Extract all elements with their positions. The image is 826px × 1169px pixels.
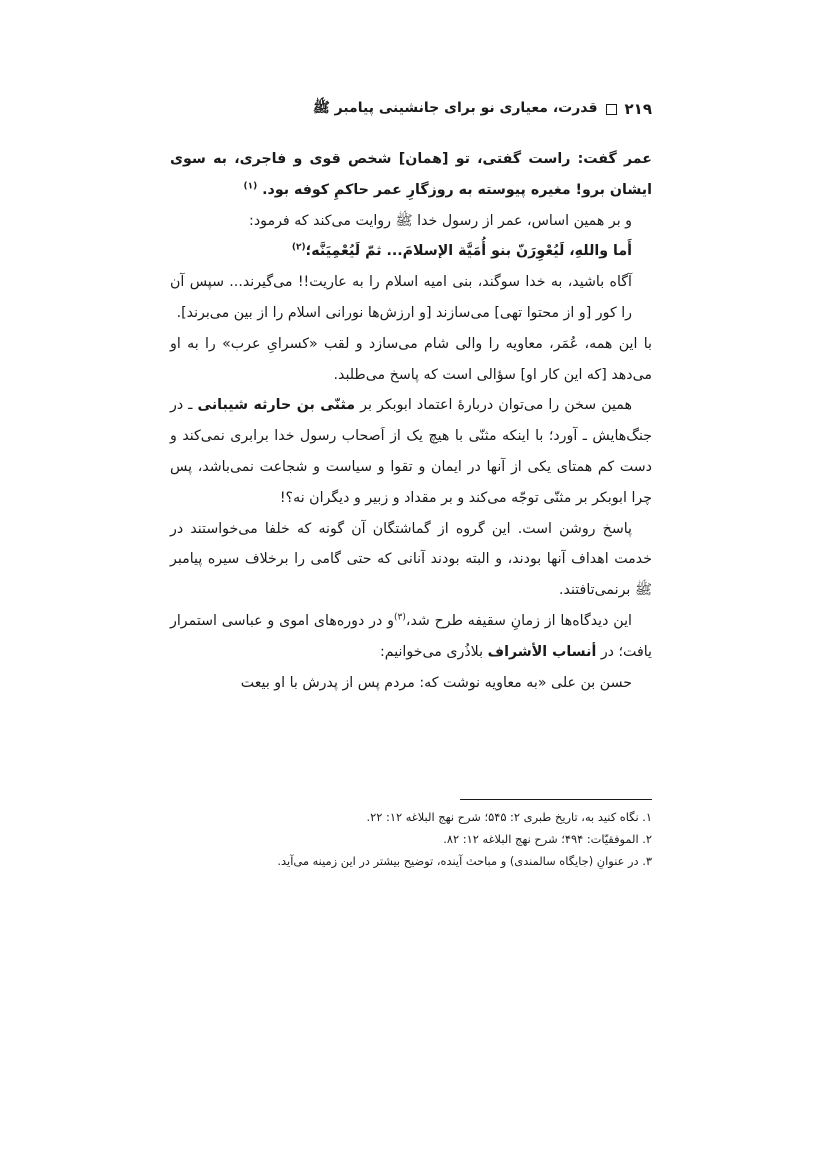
footnote-ref-1: (۱): [243, 181, 258, 192]
muthanna-name: مثنّی بن حارثه شیبانی: [197, 397, 356, 414]
arabic-hadith-quote: أَما واللهِ، لَيُعْوِرَنّ بنو أُمَيَّة الإسلامَ... ثمّ لَيُعْمِيَنَّه؛$^{(۲)}$: [291, 242, 632, 260]
running-header-title: قدرت، معیاری نو برای جانشینی پیامبر ﷺ: [312, 100, 598, 116]
book-title-ansab: أنساب الأشراف: [487, 643, 597, 660]
paragraph-narration-intro: و بر همین اساس، عمر از رسول خدا ﷺ روایت می‌کند که فرمود:: [249, 212, 632, 229]
footnote-ref-2: (۲): [291, 242, 306, 253]
running-header: [170, 96, 652, 122]
paragraph-answer: پاسخ روشن است. این گروه از گماشتگان آن گونه که خلفا می‌خواستند در خدمت اهداف آنها بودند، و البته بودند آنانی که حتی گامی را برخلاف سیره پیامبر ﷺ برنمی‌تافتند.: [170, 520, 652, 599]
paragraph-hasan-letter: حسن بن علی «به معاویه نوشت که: مردم پس از پدرش با او بیعت: [240, 674, 632, 691]
footnote-2: ۲. الموفقیّات: ۴۹۴؛ شرح نهج البلاغه ۱۲: ۸۲.: [443, 832, 652, 846]
footnote-ref-3: (۳): [394, 612, 406, 623]
paragraph-umar-reply: عمر گفت: راست گفتی، تو [همان] شخص قوی و فاجری، به سوی ایشان برو! مغیره پیوسته به روزگارِ عمر حاکمِ کوفه بود. $^{(۱)}$: [170, 151, 652, 198]
hadith-translation: آگاه باشید، به خدا سوگند، بنی امیه اسلام را به عاریت!! می‌گیرند... سپس آن را کور [و از محتوا تهی] می‌سازند [و ارزش‌ها نورانی اسلام را از بین می‌برند].: [170, 274, 632, 321]
page-number: ۲۱۹: [624, 100, 652, 118]
main-text: [170, 144, 652, 698]
footnote-divider: [460, 799, 652, 800]
footnote-3: ۳. در عنوانِ (جایگاه سالمندی) و مباحث آینده، توضیح بیشتر در این زمینه می‌آید.: [277, 854, 652, 868]
footnote-1: ۱. نگاه کنید به، تاریخ طبری ۲: ۵۴۵؛ شرح نهج البلاغه ۱۲: ۲۲.: [366, 810, 652, 824]
square-icon: [606, 104, 617, 115]
paragraph-muawiya: با این همه، عُمَر، معاویه را والی شام می‌سازد و لقب «کسرایِ عرب» را به او می‌دهد [که این کار او] سؤالی است که پاسخ می‌طلبد.: [170, 335, 652, 383]
paragraph-muthanna: همین سخن را می‌توان دربارهٔ اعتماد ابوبکر بر مثنّی بن حارثه شیبانی ـ در جنگ‌هایش ـ آورد؛ با اینکه مثنّی با هیچ یک از اَصحاب رسول خدا برابری نمی‌کند و دست کم همتای یکی از آنها در ایمان و تقوا و سیاست و شجاعت نمی‌باشد، پس چرا ابوبکر بر مثنّی توجّه می‌کند و بر مقداد و زبیر و دیگران نه؟!: [170, 397, 652, 506]
footnotes: [170, 806, 652, 872]
paragraph-saqifa: این دیدگاه‌ها از زمانِ سقیفه طرح شد،$^{(۳)}$و در دوره‌های اموی و عباسی استمرار یافت؛ در أنساب الأشراف بلاذُری می‌خوانیم:: [170, 612, 652, 660]
